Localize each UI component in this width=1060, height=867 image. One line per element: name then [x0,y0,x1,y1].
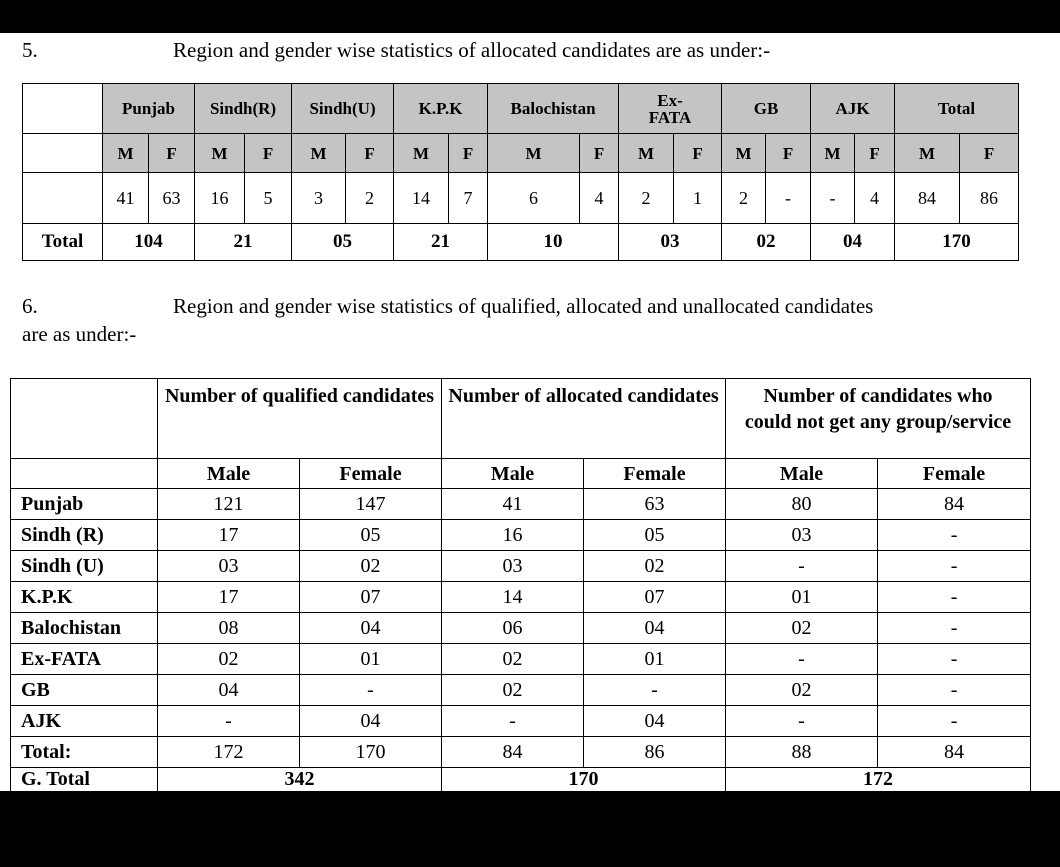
row-region-label: GB [11,675,158,706]
t1-region-header: Punjab [103,84,195,134]
t1-region-header: AJK [811,84,895,134]
t1-m-header: M [722,134,766,173]
section-6-text: Region and gender wise statistics of qualified, allocated and unallocated candidates [173,294,874,318]
t2-male-header: Male [726,459,878,489]
t1-m-header: M [103,134,149,173]
t1-region-header: GB [722,84,811,134]
t1-region-total: 21 [195,224,292,261]
t2-male-header: Male [442,459,584,489]
row-value-cell: - [878,706,1031,737]
t1-m-header: M [292,134,346,173]
table-row [11,706,1031,737]
row-value-cell: 41 [442,489,584,520]
row-value-cell: 02 [300,551,442,582]
table-row [11,582,1031,613]
t1-region-total: 21 [394,224,488,261]
t1-m-header: M [195,134,245,173]
t1-male-value: 6 [488,173,580,224]
t1-female-value: 2 [346,173,394,224]
row-value-cell: 88 [726,737,878,768]
row-value-cell: - [878,644,1031,675]
t1-region-total: 104 [103,224,195,261]
t2-group-header-row [11,379,1031,459]
row-value-cell: 147 [300,489,442,520]
table-row [11,737,1031,768]
t1-m-header: M [394,134,449,173]
t1-f-header: F [766,134,811,173]
t1-gender-header-row [23,134,1019,173]
t1-total-label: Total [23,224,103,261]
row-region-label: K.P.K [11,582,158,613]
t1-f-header: F [149,134,195,173]
t1-female-value: 7 [449,173,488,224]
t1-male-value: 41 [103,173,149,224]
row-value-cell: 05 [300,520,442,551]
t1-male-value: 2 [619,173,674,224]
row-value-cell: 01 [584,644,726,675]
t1-male-value: 84 [895,173,960,224]
row-value-cell: 02 [442,644,584,675]
row-region-label: Sindh (U) [11,551,158,582]
row-region-label: Sindh (R) [11,520,158,551]
t2-female-header: Female [878,459,1031,489]
t2-male-header: Male [158,459,300,489]
t1-f-header: F [960,134,1019,173]
row-value-cell: 84 [878,737,1031,768]
t2-grand-total-label: G. Total [11,768,158,794]
row-value-cell: - [878,613,1031,644]
row-region-label: Ex-FATA [11,644,158,675]
t1-region-header-row [23,84,1019,134]
row-value-cell: 02 [584,551,726,582]
t1-region-total: 03 [619,224,722,261]
t2-empty-cell [11,459,158,489]
qualified-allocated-unallocated-table [10,378,1031,794]
t1-grand-total: 170 [895,224,1019,261]
row-value-cell: 04 [584,706,726,737]
row-value-cell: - [878,551,1031,582]
table-row [11,489,1031,520]
t1-female-value: 63 [149,173,195,224]
row-value-cell: 02 [158,644,300,675]
row-region-label: Punjab [11,489,158,520]
t1-region-header: Sindh(R) [195,84,292,134]
t2-body [11,489,1031,768]
row-value-cell: 03 [442,551,584,582]
row-value-cell: 121 [158,489,300,520]
row-value-cell: 02 [726,675,878,706]
t1-m-header: M [895,134,960,173]
t2-corner-cell [11,379,158,459]
row-value-cell: 01 [726,582,878,613]
t1-male-value: 14 [394,173,449,224]
row-region-label: Balochistan [11,613,158,644]
row-value-cell: 04 [158,675,300,706]
document-page [0,33,1060,791]
t1-male-value: 3 [292,173,346,224]
t1-f-header: F [855,134,895,173]
t1-f-header: F [346,134,394,173]
row-region-label: Total: [11,737,158,768]
t1-region-header: Balochistan [488,84,619,134]
row-value-cell: 17 [158,582,300,613]
row-value-cell: - [878,582,1031,613]
row-value-cell: - [878,675,1031,706]
row-value-cell: 01 [300,644,442,675]
row-value-cell: 02 [726,613,878,644]
row-value-cell: 07 [584,582,726,613]
t2-allocated-header: Number of allocated candidates [442,379,726,459]
row-value-cell: - [442,706,584,737]
table-row [11,644,1031,675]
row-value-cell: 16 [442,520,584,551]
t1-f-header: F [245,134,292,173]
row-value-cell: 172 [158,737,300,768]
row-value-cell: 04 [300,613,442,644]
t1-male-value: 16 [195,173,245,224]
row-value-cell: 63 [584,489,726,520]
row-region-label: AJK [11,706,158,737]
t2-grand-total-qualified: 342 [158,768,442,794]
t1-region-header: K.P.K [394,84,488,134]
row-value-cell: 84 [878,489,1031,520]
t2-gender-header-row [11,459,1031,489]
t1-f-header: F [674,134,722,173]
row-value-cell: - [878,520,1031,551]
row-value-cell: 07 [300,582,442,613]
row-value-cell: - [300,675,442,706]
t2-female-header: Female [584,459,726,489]
row-value-cell: 06 [442,613,584,644]
section-5-text: Region and gender wise statistics of allocated candidates are as under:- [173,38,771,62]
t1-male-value: 2 [722,173,766,224]
table-row [11,613,1031,644]
row-value-cell: - [726,706,878,737]
row-value-cell: 05 [584,520,726,551]
row-value-cell: 17 [158,520,300,551]
allocated-candidates-table [22,83,1019,261]
row-value-cell: 04 [584,613,726,644]
t1-total-row [23,224,1019,261]
section-6-text-continued: are as under:- [22,322,137,346]
t1-m-header: M [811,134,855,173]
row-value-cell: 03 [726,520,878,551]
row-value-cell: - [726,551,878,582]
row-value-cell: 80 [726,489,878,520]
t1-empty-cell [23,173,103,224]
t1-region-total: 10 [488,224,619,261]
table-row [11,675,1031,706]
t1-male-value: - [811,173,855,224]
t2-grand-total-allocated: 170 [442,768,726,794]
t1-f-header: F [449,134,488,173]
row-value-cell: 02 [442,675,584,706]
row-value-cell: 03 [158,551,300,582]
row-value-cell: - [726,644,878,675]
t2-female-header: Female [300,459,442,489]
t1-m-header: M [488,134,580,173]
row-value-cell: - [158,706,300,737]
table-row [11,520,1031,551]
t2-unallocated-header: Number of candidates who could not get any group/service [726,379,1031,459]
table-row [11,551,1031,582]
t1-f-header: F [580,134,619,173]
t2-grand-total-unallocated: 172 [726,768,1031,794]
t1-corner-cell [23,84,103,134]
t1-empty-cell [23,134,103,173]
t1-female-value: - [766,173,811,224]
t1-region-header: Sindh(U) [292,84,394,134]
t1-values-row [23,173,1019,224]
t1-female-value: 1 [674,173,722,224]
t1-female-value: 86 [960,173,1019,224]
row-value-cell: - [584,675,726,706]
t1-female-value: 5 [245,173,292,224]
row-value-cell: 84 [442,737,584,768]
section-6-number: 6. [22,294,38,318]
t1-female-value: 4 [580,173,619,224]
t1-m-header: M [619,134,674,173]
t1-region-total: 02 [722,224,811,261]
t1-region-total: 04 [811,224,895,261]
row-value-cell: 86 [584,737,726,768]
t1-region-total: 05 [292,224,394,261]
t1-region-header: Total [895,84,1019,134]
row-value-cell: 04 [300,706,442,737]
section-5-number: 5. [22,38,38,62]
t2-grand-total-row [11,768,1031,794]
t2-qualified-header: Number of qualified candidates [158,379,442,459]
t1-female-value: 4 [855,173,895,224]
row-value-cell: 14 [442,582,584,613]
row-value-cell: 170 [300,737,442,768]
t1-region-header: Ex- FATA [619,84,722,134]
row-value-cell: 08 [158,613,300,644]
